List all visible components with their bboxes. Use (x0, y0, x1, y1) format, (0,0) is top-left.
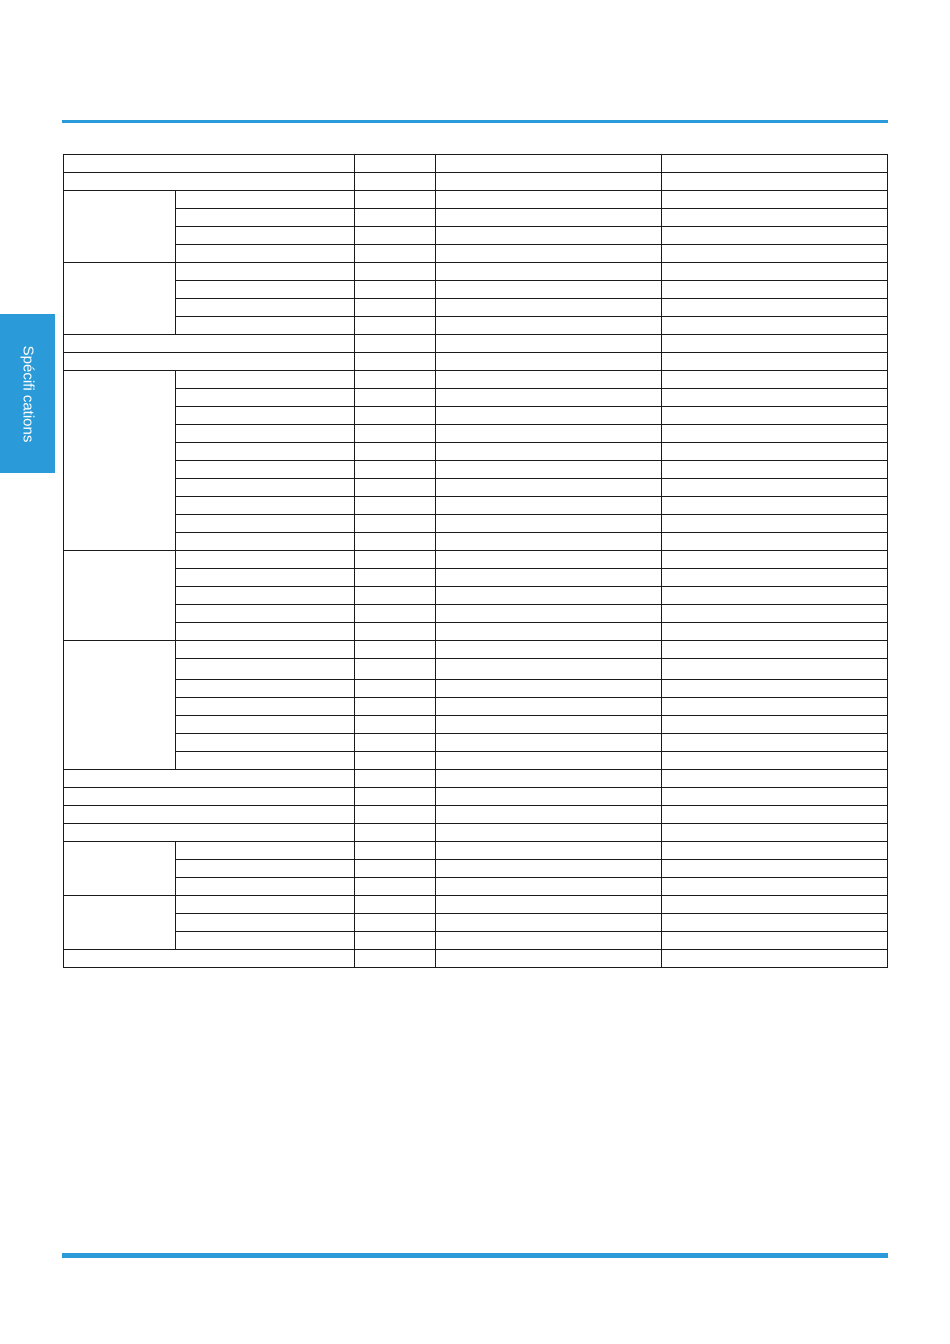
table-cell (662, 245, 888, 263)
table-cell (436, 659, 662, 680)
table-cell (436, 587, 662, 605)
table-cell (355, 569, 436, 587)
table-cell (662, 788, 888, 806)
table-cell (355, 842, 436, 860)
table-row (64, 209, 888, 227)
table-cell (176, 896, 355, 914)
table-cell (436, 407, 662, 425)
table-cell (436, 443, 662, 461)
table-cell (355, 155, 436, 173)
table-cell (176, 932, 355, 950)
table-row (64, 479, 888, 497)
table-cell (176, 245, 355, 263)
table-cell (355, 716, 436, 734)
group-label-cell (64, 263, 176, 335)
table-row (64, 770, 888, 788)
table-cell (436, 173, 662, 191)
table-row (64, 623, 888, 641)
table-cell (64, 824, 355, 842)
table-cell (355, 752, 436, 770)
table-cell (436, 479, 662, 497)
table-cell (436, 533, 662, 551)
table-cell (176, 227, 355, 245)
table-cell (355, 641, 436, 659)
table-cell (436, 734, 662, 752)
table-row (64, 425, 888, 443)
table-cell (436, 245, 662, 263)
table-cell (176, 587, 355, 605)
table-cell (436, 389, 662, 407)
table-row (64, 680, 888, 698)
table-cell (355, 914, 436, 932)
table-cell (436, 263, 662, 281)
table-cell (662, 605, 888, 623)
table-cell (176, 443, 355, 461)
table-cell (662, 842, 888, 860)
table-row (64, 371, 888, 389)
table-row (64, 698, 888, 716)
table-cell (355, 479, 436, 497)
table-cell (662, 479, 888, 497)
table-row (64, 155, 888, 173)
table-cell (355, 734, 436, 752)
table-cell (355, 788, 436, 806)
table-cell (662, 551, 888, 569)
table-cell (355, 587, 436, 605)
table-cell (662, 317, 888, 335)
table-cell (176, 842, 355, 860)
table-cell (355, 281, 436, 299)
table-row (64, 335, 888, 353)
table-cell (176, 860, 355, 878)
table-cell (436, 842, 662, 860)
group-label-cell (64, 896, 176, 950)
table-cell (662, 335, 888, 353)
group-label-cell (64, 551, 176, 641)
table-cell (176, 641, 355, 659)
table-cell (662, 824, 888, 842)
table-cell (436, 551, 662, 569)
table-cell (436, 698, 662, 716)
table-cell (355, 623, 436, 641)
table-cell (662, 227, 888, 245)
table-cell (64, 155, 355, 173)
table-row (64, 788, 888, 806)
table-cell (176, 659, 355, 680)
table-cell (355, 353, 436, 371)
table-cell (176, 623, 355, 641)
table-cell (355, 425, 436, 443)
table-cell (64, 770, 355, 788)
table-cell (436, 335, 662, 353)
table-cell (662, 896, 888, 914)
specifications-table (63, 154, 888, 968)
table-cell (662, 389, 888, 407)
table-cell (662, 497, 888, 515)
table-cell (436, 191, 662, 209)
table-cell (355, 806, 436, 824)
table-cell (355, 605, 436, 623)
group-label-cell (64, 641, 176, 770)
table-cell (355, 659, 436, 680)
table-cell (176, 425, 355, 443)
table-row (64, 806, 888, 824)
table-cell (662, 443, 888, 461)
table-cell (355, 461, 436, 479)
table-cell (176, 389, 355, 407)
table-cell (662, 263, 888, 281)
table-row (64, 932, 888, 950)
table-cell (662, 587, 888, 605)
table-row (64, 461, 888, 479)
section-side-tab-label: Spécifi cations (19, 345, 36, 442)
table-cell (176, 515, 355, 533)
table-cell (662, 860, 888, 878)
table-cell (176, 569, 355, 587)
table-cell (436, 641, 662, 659)
table-cell (355, 551, 436, 569)
table-cell (176, 209, 355, 227)
table-cell (662, 191, 888, 209)
table-row (64, 389, 888, 407)
table-cell (436, 497, 662, 515)
table-cell (355, 389, 436, 407)
table-cell (176, 317, 355, 335)
table-cell (436, 824, 662, 842)
table-cell (662, 533, 888, 551)
table-cell (436, 155, 662, 173)
table-cell (662, 659, 888, 680)
table-cell (355, 245, 436, 263)
table-cell (662, 371, 888, 389)
table-cell (176, 281, 355, 299)
table-cell (355, 173, 436, 191)
table-cell (64, 788, 355, 806)
table-cell (176, 497, 355, 515)
table-row (64, 659, 888, 680)
table-cell (355, 533, 436, 551)
table-cell (355, 371, 436, 389)
table-cell (436, 209, 662, 227)
table-cell (64, 173, 355, 191)
table-cell (436, 950, 662, 968)
table-cell (176, 533, 355, 551)
table-cell (436, 515, 662, 533)
table-cell (662, 353, 888, 371)
table-cell (436, 914, 662, 932)
table-cell (176, 461, 355, 479)
table-cell (436, 281, 662, 299)
section-side-tab (0, 314, 55, 473)
table-cell (436, 878, 662, 896)
table-cell (662, 698, 888, 716)
table-cell (64, 806, 355, 824)
table-cell (436, 860, 662, 878)
table-cell (662, 680, 888, 698)
table-cell (176, 680, 355, 698)
table-cell (662, 281, 888, 299)
table-cell (662, 155, 888, 173)
table-cell (64, 335, 355, 353)
table-row (64, 299, 888, 317)
table-row (64, 533, 888, 551)
table-cell (662, 950, 888, 968)
table-row (64, 515, 888, 533)
table-cell (662, 734, 888, 752)
table-cell (436, 680, 662, 698)
table-cell (436, 788, 662, 806)
table-cell (662, 914, 888, 932)
table-cell (355, 950, 436, 968)
table-row (64, 191, 888, 209)
table-cell (355, 443, 436, 461)
footer-rule (62, 1253, 888, 1258)
table-cell (64, 353, 355, 371)
table-cell (355, 680, 436, 698)
table-cell (355, 497, 436, 515)
table-row (64, 227, 888, 245)
table-row (64, 914, 888, 932)
table-row (64, 842, 888, 860)
table-cell (355, 878, 436, 896)
table-row (64, 752, 888, 770)
table-cell (436, 770, 662, 788)
table-cell (436, 932, 662, 950)
table-cell (355, 227, 436, 245)
table-cell (176, 299, 355, 317)
table-cell (176, 191, 355, 209)
table-row (64, 896, 888, 914)
table-row (64, 734, 888, 752)
table-cell (176, 914, 355, 932)
table-cell (355, 770, 436, 788)
table-cell (176, 605, 355, 623)
group-label-cell (64, 371, 176, 551)
table-cell (662, 461, 888, 479)
table-cell (176, 734, 355, 752)
table-cell (662, 641, 888, 659)
table-cell (436, 605, 662, 623)
table-cell (436, 569, 662, 587)
table-cell (436, 716, 662, 734)
table-cell (662, 209, 888, 227)
table-row (64, 263, 888, 281)
table-cell (176, 752, 355, 770)
table-row (64, 317, 888, 335)
table-cell (355, 209, 436, 227)
table-cell (355, 932, 436, 950)
table-row (64, 605, 888, 623)
table-cell (436, 425, 662, 443)
table-row (64, 824, 888, 842)
table-cell (662, 425, 888, 443)
table-row (64, 245, 888, 263)
table-cell (662, 752, 888, 770)
table-cell (662, 878, 888, 896)
table-cell (355, 896, 436, 914)
table-cell (176, 371, 355, 389)
table-cell (176, 263, 355, 281)
table-cell (436, 371, 662, 389)
table-cell (662, 770, 888, 788)
table-cell (662, 716, 888, 734)
table-cell (436, 752, 662, 770)
table-cell (355, 515, 436, 533)
table-cell (662, 407, 888, 425)
table-cell (436, 299, 662, 317)
table-cell (355, 860, 436, 878)
table-cell (176, 698, 355, 716)
table-row (64, 443, 888, 461)
table-cell (176, 551, 355, 569)
group-label-cell (64, 842, 176, 896)
table-cell (436, 317, 662, 335)
table-cell (355, 191, 436, 209)
header-rule (62, 120, 888, 123)
table-cell (662, 806, 888, 824)
table-cell (355, 263, 436, 281)
table-cell (355, 335, 436, 353)
table-row (64, 587, 888, 605)
table-cell (662, 932, 888, 950)
table-row (64, 407, 888, 425)
table-row (64, 551, 888, 569)
group-label-cell (64, 191, 176, 263)
table-cell (436, 623, 662, 641)
table-row (64, 497, 888, 515)
table-cell (662, 569, 888, 587)
table-row (64, 173, 888, 191)
table-cell (436, 353, 662, 371)
table-cell (355, 698, 436, 716)
table-cell (355, 407, 436, 425)
table-cell (176, 716, 355, 734)
table-cell (436, 227, 662, 245)
table-row (64, 569, 888, 587)
table-row (64, 860, 888, 878)
table-cell (436, 806, 662, 824)
table-cell (64, 950, 355, 968)
table-cell (662, 515, 888, 533)
table-cell (355, 299, 436, 317)
table-row (64, 281, 888, 299)
table-cell (355, 824, 436, 842)
table-row (64, 878, 888, 896)
table-cell (662, 623, 888, 641)
table-row (64, 353, 888, 371)
table-cell (662, 299, 888, 317)
table-cell (662, 173, 888, 191)
table-row (64, 950, 888, 968)
table-row (64, 716, 888, 734)
table-cell (355, 317, 436, 335)
table-cell (176, 878, 355, 896)
table-cell (176, 479, 355, 497)
table-cell (436, 896, 662, 914)
table-row (64, 641, 888, 659)
table-cell (436, 461, 662, 479)
table-cell (176, 407, 355, 425)
